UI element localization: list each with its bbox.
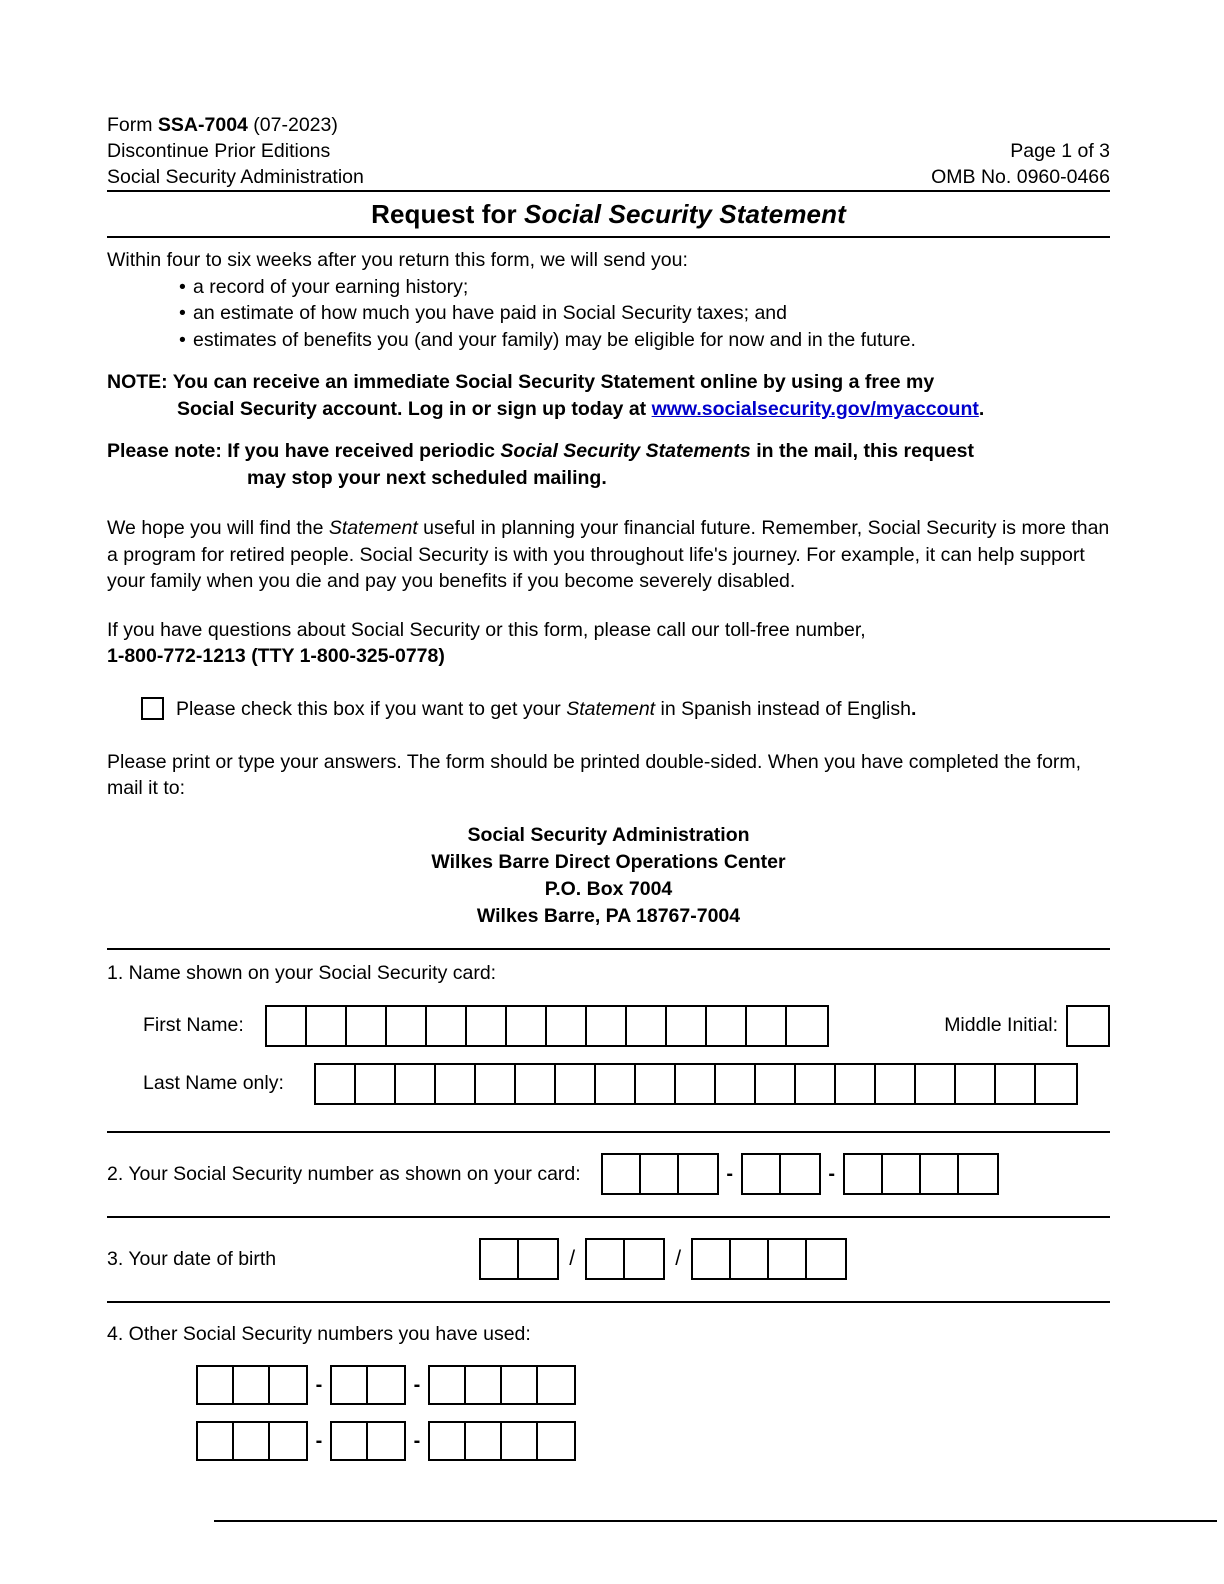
question-1	[107, 950, 1110, 1105]
header-row-agency	[107, 164, 1110, 190]
digit-cell[interactable]	[198, 1367, 234, 1403]
q1-text: Name shown on your Social Security card:	[123, 961, 497, 984]
page-content	[107, 0, 1110, 1461]
digit-cell[interactable]	[430, 1367, 466, 1403]
char-cell[interactable]	[636, 1065, 676, 1103]
digit-cell[interactable]	[587, 1240, 625, 1278]
digit-cell[interactable]	[959, 1155, 997, 1193]
form-label: Form	[107, 114, 158, 136]
char-cell[interactable]	[547, 1007, 587, 1045]
other-ssn-group-input[interactable]	[330, 1365, 406, 1405]
char-cell[interactable]	[836, 1065, 876, 1103]
ssn-separator: -	[828, 1162, 836, 1185]
first-name-input[interactable]	[265, 1005, 829, 1047]
note-line2-pre: Social Security account. Log in or sign up today at	[177, 398, 652, 420]
q4-text: Other Social Security numbers you have used:	[123, 1322, 531, 1345]
q1-number: 1.	[107, 961, 124, 984]
please-note-pre: If you have received periodic	[221, 440, 501, 462]
other-ssn-row	[196, 1421, 1110, 1461]
dob-separator: /	[569, 1247, 576, 1270]
ssn-serial-input[interactable]	[843, 1153, 999, 1195]
bullet-text: estimates of benefits you (and your family) may be eligible for now and in the future.	[193, 328, 916, 351]
digit-cell[interactable]	[538, 1367, 574, 1403]
digit-cell[interactable]	[845, 1155, 883, 1193]
digit-cell[interactable]	[368, 1367, 404, 1403]
list-item	[107, 327, 1110, 354]
omb-number: OMB No. 0960-0466	[931, 166, 1110, 188]
other-ssn-area-input[interactable]	[196, 1365, 308, 1405]
spanish-pre: Please check this box if you want to get your	[176, 697, 567, 720]
other-ssn-separator: -	[315, 1373, 323, 1396]
first-name-row	[107, 1005, 1110, 1047]
other-ssn-serial-input[interactable]	[428, 1421, 576, 1461]
char-cell[interactable]	[676, 1065, 716, 1103]
char-cell[interactable]	[667, 1007, 707, 1045]
digit-cell[interactable]	[769, 1240, 807, 1278]
char-cell[interactable]	[756, 1065, 796, 1103]
digit-cell[interactable]	[641, 1155, 679, 1193]
spanish-statement-option[interactable]	[107, 696, 1110, 722]
q2-number: 2.	[107, 1162, 124, 1185]
middle-initial-input[interactable]	[1066, 1005, 1110, 1047]
digit-cell[interactable]	[743, 1155, 781, 1193]
intro-lead: Within four to six weeks after you return this form, we will send you:	[107, 249, 688, 271]
hope-emphasis: Statement	[328, 517, 418, 539]
char-cell[interactable]	[356, 1065, 396, 1103]
form-number: SSA-7004	[157, 114, 248, 136]
question-1-label	[107, 950, 1110, 986]
list-item	[107, 300, 1110, 327]
questions-line1: If you have questions about Social Security or this form, please call our toll-free number,	[107, 618, 866, 641]
bullet-text: an estimate of how much you have paid in Social Security taxes; and	[193, 302, 787, 324]
question-3-label	[107, 1246, 276, 1272]
char-cell[interactable]	[427, 1007, 467, 1045]
digit-cell[interactable]	[807, 1240, 845, 1278]
char-cell[interactable]	[556, 1065, 596, 1103]
char-cell[interactable]	[347, 1007, 387, 1045]
char-cell[interactable]	[396, 1065, 436, 1103]
question-2	[107, 1133, 1110, 1195]
note-block	[107, 369, 1110, 423]
print-instructions: Please print or type your answers. The form should be printed double-sided. When you have completed the form, mail it to:	[107, 750, 1082, 799]
spanish-emphasis: Statement	[566, 697, 656, 720]
please-note-block	[107, 438, 1110, 492]
bullet-icon: •	[179, 275, 186, 298]
address-line: P.O. Box 7004	[544, 877, 673, 900]
title-emphasis: Social Security Statement	[524, 199, 846, 229]
middle-initial-label: Middle Initial:	[944, 1013, 1058, 1036]
last-name-row	[107, 1063, 1110, 1105]
digit-cell[interactable]	[368, 1423, 404, 1459]
question-4-label	[107, 1303, 1110, 1347]
last-name-input[interactable]	[314, 1063, 1078, 1105]
hope-paragraph	[107, 515, 1110, 595]
myaccount-link[interactable]: www.socialsecurity.gov/myaccount	[651, 398, 979, 420]
q3-text: Your date of birth	[123, 1247, 277, 1270]
dob-separator: /	[675, 1247, 682, 1270]
digit-cell[interactable]	[270, 1367, 306, 1403]
other-ssn-group-input[interactable]	[330, 1421, 406, 1461]
toll-free-phone: 1-800-772-1213 (TTY 1-800-325-0778)	[107, 645, 445, 667]
digit-cell[interactable]	[466, 1367, 502, 1403]
bullet-text: a record of your earning history;	[193, 275, 469, 298]
header-row-form-number	[107, 112, 1110, 138]
question-4	[107, 1303, 1110, 1461]
char-cell[interactable]	[1068, 1007, 1108, 1045]
char-cell[interactable]	[916, 1065, 956, 1103]
char-cell[interactable]	[796, 1065, 836, 1103]
dob-month-input[interactable]	[479, 1238, 559, 1280]
question-3	[107, 1218, 1110, 1280]
ssn-separator: -	[726, 1162, 734, 1185]
dob-row	[107, 1218, 1110, 1280]
char-cell[interactable]	[307, 1007, 347, 1045]
digit-cell[interactable]	[603, 1155, 641, 1193]
q2-text: Your Social Security number as shown on your card:	[123, 1162, 581, 1185]
note-line2	[107, 396, 1110, 423]
other-ssn-separator: -	[413, 1429, 421, 1452]
digit-cell[interactable]	[198, 1423, 234, 1459]
char-cell[interactable]	[716, 1065, 756, 1103]
digit-cell[interactable]	[731, 1240, 769, 1278]
digit-cell[interactable]	[883, 1155, 921, 1193]
please-note-emphasis: Social Security Statements	[500, 440, 751, 462]
digit-cell[interactable]	[234, 1423, 270, 1459]
form-header	[107, 0, 1110, 190]
address-line: Social Security Administration	[467, 823, 750, 846]
digit-cell[interactable]	[481, 1240, 519, 1278]
question-2-label	[107, 1161, 581, 1187]
digit-cell[interactable]	[519, 1240, 557, 1278]
digit-cell[interactable]	[502, 1367, 538, 1403]
page-number: Page 1 of 3	[1010, 140, 1110, 162]
digit-cell[interactable]	[502, 1423, 538, 1459]
char-cell[interactable]	[516, 1065, 556, 1103]
hope-post: useful in planning your financial future. Remember, Social Security is more than a program for retired people. Social Security is with you throughout life's journey. For example, it can help support your family when you die and pay you benefits if you become severely disabled.	[107, 517, 1110, 592]
other-ssn-separator: -	[413, 1373, 421, 1396]
spanish-post: in Spanish instead of English	[655, 697, 911, 720]
questions-paragraph	[107, 617, 1110, 670]
title-prefix: Request for	[371, 199, 525, 229]
mailing-address	[107, 822, 1110, 930]
list-item	[107, 274, 1110, 301]
address-line: Wilkes Barre Direct Operations Center	[431, 850, 786, 873]
digit-cell[interactable]	[430, 1423, 466, 1459]
digit-cell[interactable]	[625, 1240, 663, 1278]
char-cell[interactable]	[747, 1007, 787, 1045]
q3-number: 3.	[107, 1247, 124, 1270]
hope-pre: We hope you will find the	[107, 517, 329, 539]
other-ssn-row	[196, 1365, 1110, 1405]
first-name-label: First Name:	[143, 1013, 244, 1036]
please-note-post: in the mail, this request	[750, 440, 974, 462]
bullet-icon: •	[179, 328, 186, 351]
char-cell[interactable]	[436, 1065, 476, 1103]
char-cell[interactable]	[316, 1065, 356, 1103]
char-cell[interactable]	[476, 1065, 516, 1103]
char-cell[interactable]	[787, 1007, 827, 1045]
digit-cell[interactable]	[781, 1155, 819, 1193]
char-cell[interactable]	[587, 1007, 627, 1045]
char-cell[interactable]	[387, 1007, 427, 1045]
please-note-line2: may stop your next scheduled mailing.	[247, 467, 607, 489]
char-cell[interactable]	[996, 1065, 1036, 1103]
digit-cell[interactable]	[921, 1155, 959, 1193]
address-line: Wilkes Barre, PA 18767-7004	[476, 904, 741, 927]
discontinue-prior-editions: Discontinue Prior Editions	[107, 140, 331, 162]
char-cell[interactable]	[956, 1065, 996, 1103]
form-edition-date: (07-2023)	[247, 114, 338, 136]
other-ssn-separator: -	[315, 1429, 323, 1452]
char-cell[interactable]	[267, 1007, 307, 1045]
spanish-period: .	[910, 697, 917, 720]
char-cell[interactable]	[876, 1065, 916, 1103]
note-line1: You can receive an immediate Social Security Statement online by using a free my	[167, 371, 935, 393]
spanish-checkbox[interactable]	[141, 697, 164, 720]
digit-cell[interactable]	[693, 1240, 731, 1278]
q4-number: 4.	[107, 1322, 124, 1345]
char-cell[interactable]	[507, 1007, 547, 1045]
ssn-group-input[interactable]	[741, 1153, 821, 1195]
intro-bullet-list	[107, 274, 1110, 354]
please-note-label: Please note:	[107, 440, 222, 462]
char-cell[interactable]	[1036, 1065, 1076, 1103]
dob-day-input[interactable]	[585, 1238, 665, 1280]
agency-name: Social Security Administration	[107, 166, 364, 188]
ssn-row	[107, 1133, 1110, 1195]
note-line2-post: .	[978, 398, 985, 420]
form-number-line	[107, 112, 338, 138]
page-title	[107, 192, 1110, 236]
other-ssn-serial-input[interactable]	[428, 1365, 576, 1405]
note-label: NOTE:	[107, 371, 168, 393]
digit-cell[interactable]	[679, 1155, 717, 1193]
spanish-checkbox-label	[176, 696, 916, 722]
last-name-label: Last Name only:	[143, 1071, 284, 1094]
bullet-icon: •	[179, 302, 186, 324]
digit-cell[interactable]	[332, 1423, 368, 1459]
dob-year-input[interactable]	[691, 1238, 847, 1280]
digit-cell[interactable]	[466, 1423, 502, 1459]
page-bottom-divider	[214, 1520, 1217, 1522]
char-cell[interactable]	[627, 1007, 667, 1045]
digit-cell[interactable]	[234, 1367, 270, 1403]
digit-cell[interactable]	[332, 1367, 368, 1403]
ssn-area-input[interactable]	[601, 1153, 719, 1195]
digit-cell[interactable]	[538, 1423, 574, 1459]
header-row-discontinue	[107, 138, 1110, 164]
digit-cell[interactable]	[270, 1423, 306, 1459]
char-cell[interactable]	[707, 1007, 747, 1045]
char-cell[interactable]	[467, 1007, 507, 1045]
other-ssn-area-input[interactable]	[196, 1421, 308, 1461]
char-cell[interactable]	[596, 1065, 636, 1103]
